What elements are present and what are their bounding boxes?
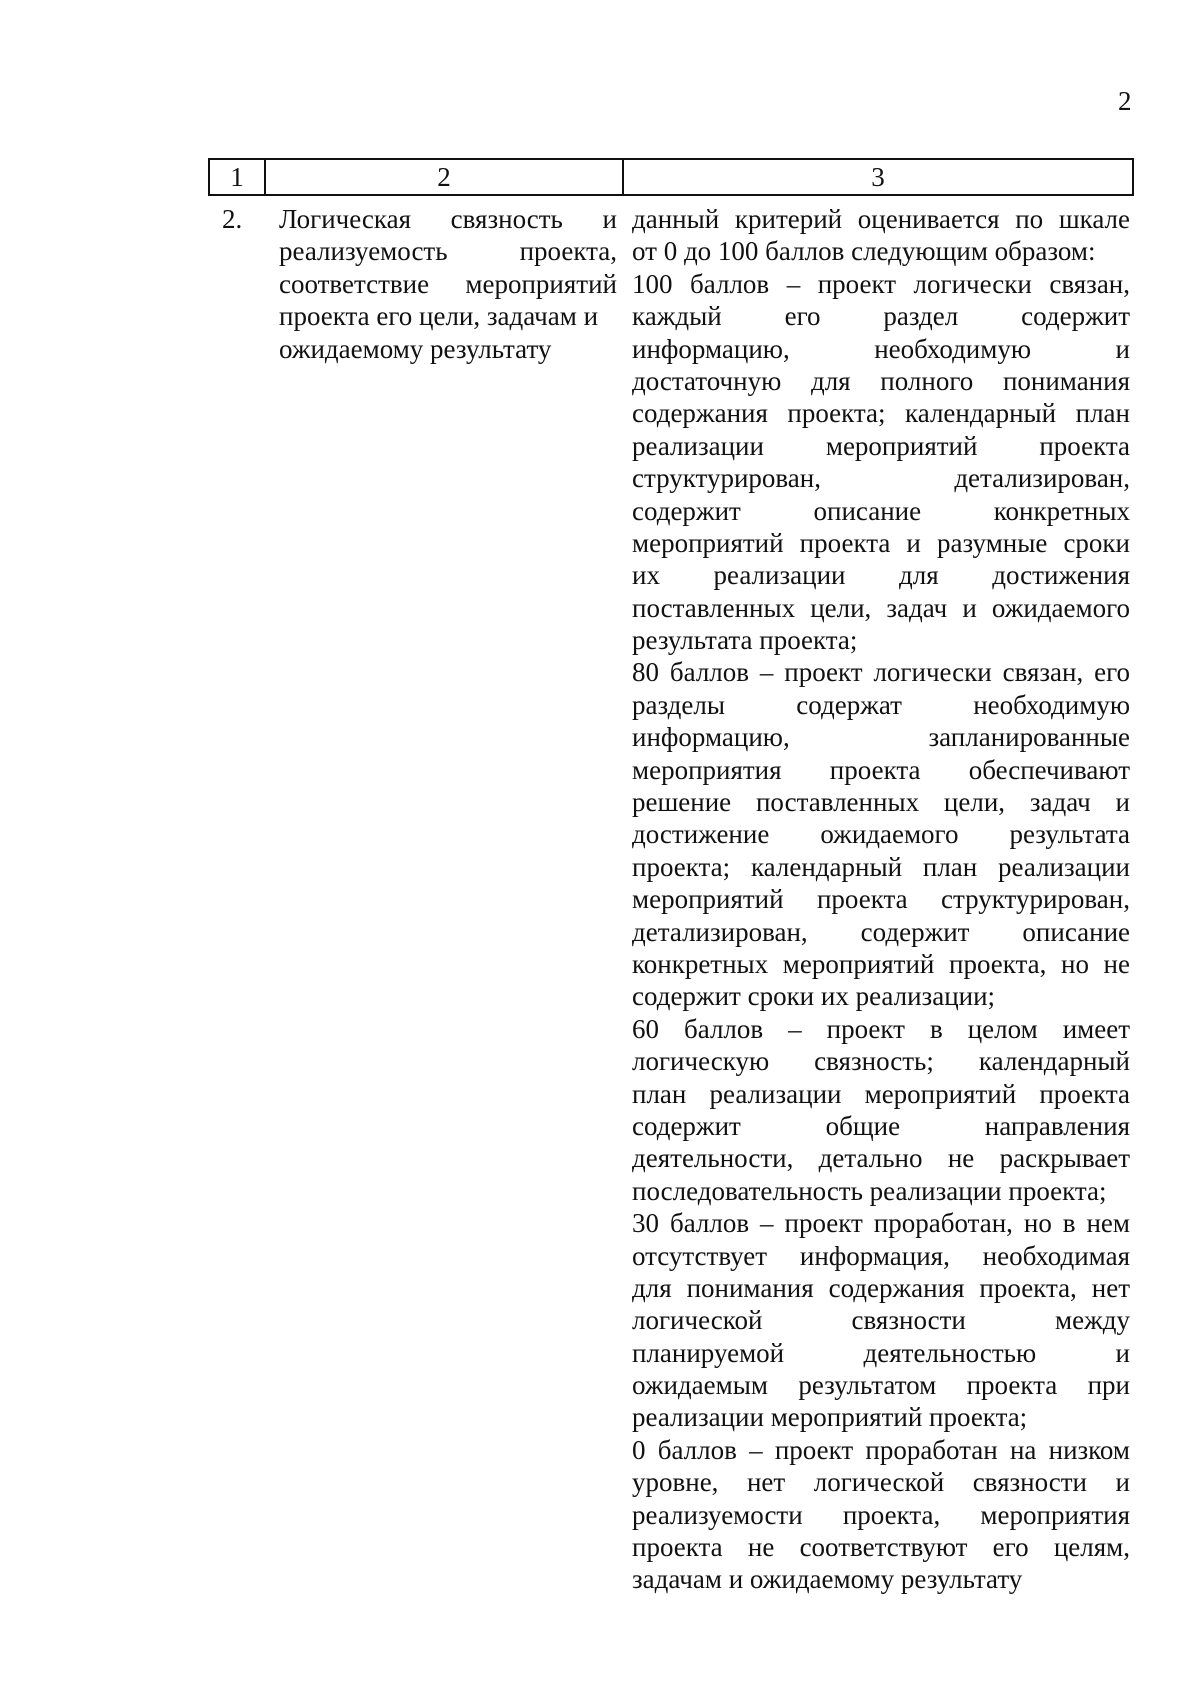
description-line: результата проекта; <box>632 625 858 656</box>
description-line: реализации мероприятий проекта <box>632 430 1130 461</box>
description-line: конкретных мероприятий проекта, но не <box>632 948 1130 979</box>
description-cell <box>632 203 1130 1596</box>
description-line: логической связности между <box>632 1305 1130 1336</box>
description-line: содержит общие направления <box>632 1110 1130 1141</box>
description-line: проекта не соответствуют его целям, <box>632 1532 1130 1563</box>
description-line: ожидаемым результатом проекта при <box>632 1370 1130 1401</box>
description-line: последовательность реализации проекта; <box>632 1175 1107 1206</box>
description-line: данный критерий оценивается по шкале <box>632 204 1130 234</box>
row-number: 2. <box>222 204 243 234</box>
description-line: задачам и ожидаемому результату <box>632 1564 1023 1595</box>
description-line: проекта; календарный план реализации <box>632 851 1130 882</box>
description-line: 0 баллов – проект проработан на низком <box>632 1434 1130 1465</box>
description-line: логическую связность; календарный <box>632 1046 1130 1077</box>
description-line: мероприятия проекта обеспечивают <box>632 754 1130 785</box>
description-line: 80 баллов – проект логически связан, его <box>632 657 1130 688</box>
description-line: реализации мероприятий проекта; <box>632 1402 1028 1433</box>
column-header-2: 2 <box>266 160 624 194</box>
description-line: детализирован, содержит описание <box>632 916 1130 947</box>
description-line: информацию, запланированные <box>632 722 1130 753</box>
description-line: содержания проекта; календарный план <box>632 398 1130 429</box>
description-line: мероприятий проекта структурирован, <box>632 884 1130 915</box>
description-line: разделы содержат необходимую <box>632 689 1130 720</box>
description-line: структурирован, детализирован, <box>632 463 1130 494</box>
description-line: 60 баллов – проект в целом имеет <box>632 1013 1130 1044</box>
description-line: реализуемости проекта, мероприятия <box>632 1499 1130 1530</box>
description-line: планируемой деятельностью и <box>632 1337 1130 1368</box>
criterion-cell <box>279 203 617 365</box>
description-line: достижение ожидаемого результата <box>632 819 1130 850</box>
description-line: 100 баллов – проект логически связан, <box>632 268 1130 299</box>
description-line: содержит сроки их реализации; <box>632 981 996 1012</box>
criterion-line: ожидаемому результату <box>279 333 552 364</box>
criterion-line: проекта его цели, задачам и <box>279 301 599 332</box>
description-line: поставленных цели, задач и ожидаемого <box>632 592 1130 623</box>
page-number: 2 <box>1118 86 1132 116</box>
description-line: информацию, необходимую и <box>632 333 1130 364</box>
criterion-line: соответствие мероприятий <box>279 268 617 299</box>
description-line: мероприятий проекта и разумные сроки <box>632 527 1130 558</box>
description-line: решение поставленных цели, задач и <box>632 787 1130 818</box>
column-header-1: 1 <box>210 160 266 194</box>
table-header-row <box>208 158 1134 196</box>
description-line: от 0 до 100 баллов следующим образом: <box>632 236 1096 267</box>
description-line: их реализации для достижения <box>632 560 1130 591</box>
description-line: каждый его раздел содержит <box>632 301 1130 332</box>
description-line: для понимания содержания проекта, нет <box>632 1272 1130 1303</box>
description-line: деятельности, детально не раскрывает <box>632 1143 1130 1174</box>
description-line: содержит описание конкретных <box>632 495 1130 526</box>
column-header-3: 3 <box>871 162 885 192</box>
criterion-line: реализуемость проекта, <box>279 236 617 267</box>
description-line: уровне, нет логической связности и <box>632 1467 1130 1498</box>
description-line: отсутствует информация, необходимая <box>632 1240 1130 1271</box>
criterion-line: Логическая связность и <box>279 204 617 234</box>
description-line: достаточную для полного понимания <box>632 365 1130 396</box>
description-line: 30 баллов – проект проработан, но в нем <box>632 1208 1130 1239</box>
description-line: план реализации мероприятий проекта <box>632 1078 1130 1109</box>
